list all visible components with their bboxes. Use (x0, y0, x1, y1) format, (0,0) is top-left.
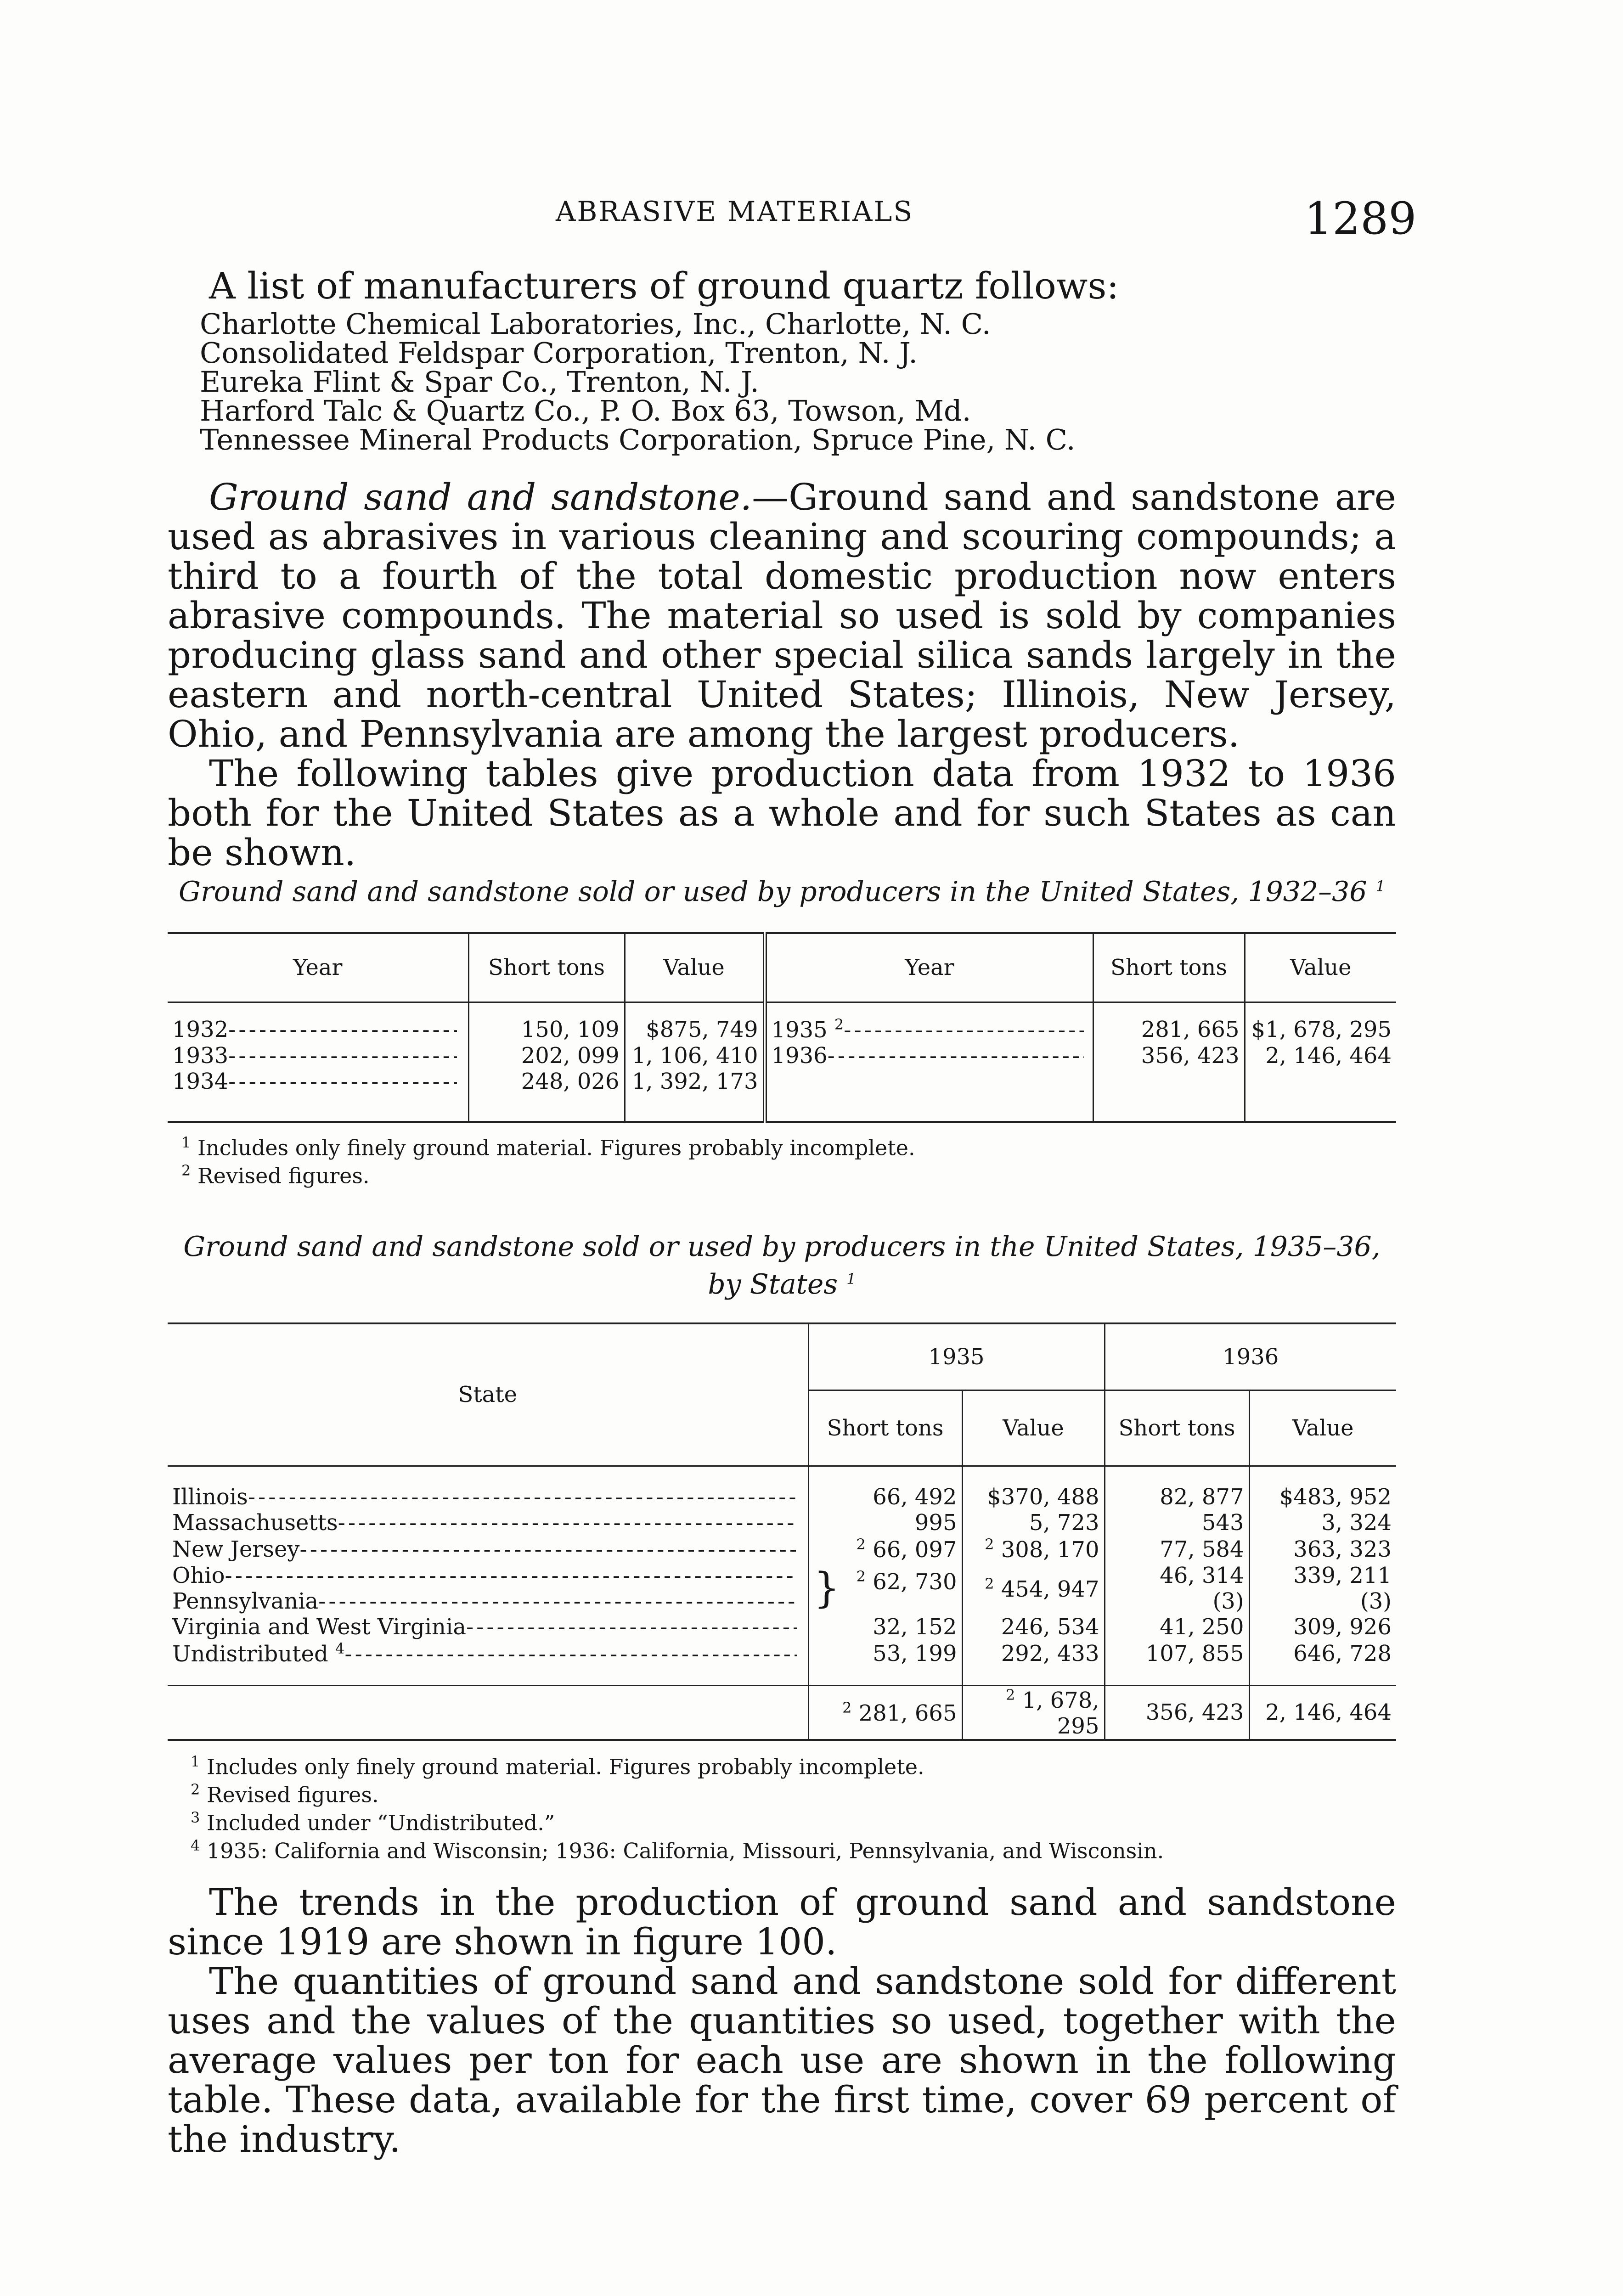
manufacturer-item: Charlotte Chemical Laboratories, Inc., Charlotte, N. C. (200, 307, 991, 341)
col-header-short-tons: Short tons (468, 933, 625, 1002)
total-short-tons-1936: 356, 423 (1105, 1685, 1249, 1740)
table1-footnotes (168, 1131, 1396, 1187)
footnote-text: Included under “Undistributed.” (206, 1810, 555, 1835)
footnote-ref: 2 (834, 1016, 844, 1033)
caption-text: Ground sand and sandstone sold or used by producers in the United States, 1935–36, (183, 1231, 1381, 1263)
col-header-value: Value (1245, 933, 1396, 1002)
footnote-text: Revised figures. (206, 1782, 379, 1807)
cell-value: 454, 947 (1001, 1576, 1099, 1602)
year-cell: 1933 (172, 1043, 229, 1069)
table-row (168, 1484, 1396, 1510)
intro-lead: A list of manufacturers of ground quartz follows: (209, 264, 1119, 307)
value-cell: $1, 678, 295 (1245, 1016, 1396, 1043)
table2-caption (168, 1231, 1396, 1300)
table2 (168, 1322, 1396, 1863)
footnote-ref: 2 (856, 1536, 866, 1553)
table-row (168, 1069, 1396, 1094)
table-row (168, 1640, 1396, 1667)
short-tons-1935-cell: 66, 492 (808, 1484, 962, 1510)
total-short-tons-1935 (808, 1685, 962, 1740)
year-cell: 1934 (172, 1069, 229, 1094)
value-1935-cell (962, 1536, 1105, 1563)
value-1935-cell (962, 1563, 1105, 1614)
table1 (168, 932, 1396, 1187)
footnote (191, 1834, 1396, 1862)
value-1935-cell: $370, 488 (962, 1484, 1105, 1510)
footnote-mark: 1 (191, 1752, 200, 1770)
footnote (191, 1806, 1396, 1834)
short-tons-1936-cell: 107, 855 (1105, 1640, 1249, 1667)
totals-row (168, 1685, 1396, 1740)
intro-section (168, 266, 1396, 454)
footnote-text: 1935: California and Wisconsin; 1936: California, Missouri, Pennsylvania, and Wisconsin. (206, 1838, 1164, 1863)
footnote-text: Includes only finely ground material. Figures probably incomplete. (206, 1754, 924, 1779)
col-header-1935: 1935 (808, 1323, 1105, 1390)
table-row (168, 1588, 1396, 1614)
footnote-ref: 2 (856, 1568, 866, 1585)
paragraph (168, 478, 1396, 754)
total-value-1935 (962, 1685, 1105, 1740)
value-1936-cell: $483, 952 (1249, 1484, 1396, 1510)
col-header-short-tons: Short tons (1105, 1390, 1249, 1466)
footnote (191, 1750, 1396, 1778)
short-tons-1936-cell: 82, 877 (1105, 1484, 1249, 1510)
total-value-1936: 2, 146, 464 (1249, 1685, 1396, 1740)
value-1936-cell: 3, 324 (1249, 1510, 1396, 1536)
state-cell: Undistributed (172, 1641, 328, 1667)
table-row (168, 1510, 1396, 1536)
value-cell: 1, 106, 410 (625, 1043, 765, 1069)
short-tons-1935-cell: 53, 199 (808, 1640, 962, 1667)
short-tons-1936-cell: 46, 314 (1105, 1563, 1249, 1588)
footnote-mark: 3 (191, 1809, 200, 1827)
col-header-year: Year (293, 955, 343, 981)
value-cell: $875, 749 (625, 1016, 765, 1043)
value-1936-cell: 339, 211 (1249, 1563, 1396, 1588)
closing-section (168, 1883, 1396, 2159)
manufacturer-item: Consolidated Feldspar Corporation, Trenton, N. J. (200, 336, 918, 370)
footnote-ref: 1 (846, 1270, 856, 1288)
short-tons-cell: 150, 109 (468, 1016, 625, 1043)
paragraph: The quantities of ground sand and sandstone sold for different uses and the values of the quantities so used, together with the average values per ton for each use are shown in the following table. These data, available for the first time, cover 69 percent of the industry. (168, 1960, 1396, 2161)
value-1936-cell: 363, 323 (1249, 1536, 1396, 1563)
footnote (181, 1159, 1396, 1187)
short-tons-1936-cell: 77, 584 (1105, 1536, 1249, 1563)
value-1935-cell: 5, 723 (962, 1510, 1105, 1536)
table2-footnotes (168, 1750, 1396, 1863)
year-cell: 1936 (771, 1043, 828, 1069)
col-header-value: Value (962, 1390, 1105, 1466)
short-tons-1936-cell: (3) (1105, 1588, 1249, 1614)
value-1936-cell: 309, 926 (1249, 1614, 1396, 1640)
footnote-ref: 2 (985, 1575, 994, 1593)
section-text: —Ground sand and sandstone are used as abrasives in various cleaning and scouring compounds; a third to a fourth of the total domestic production now enters abrasive compounds. The material so used is sold by companies producing glass sand and other special silica sands largely in the eastern and north-central United States; Illinois, New Jersey, Ohio, and Pennsylvania are among the largest producers. (168, 476, 1397, 755)
footnote-ref: 4 (335, 1640, 345, 1657)
state-cell: Pennsylvania (172, 1588, 319, 1614)
short-tons-1935-cell (808, 1536, 962, 1563)
page-number: 1289 (1304, 193, 1417, 244)
footnote-ref: 2 (985, 1536, 994, 1553)
value-1936-cell: 646, 728 (1249, 1640, 1396, 1667)
manufacturer-list (200, 307, 1396, 456)
short-tons-1935-cell: 995 (808, 1510, 962, 1536)
footnote-ref: 1 (1375, 878, 1385, 895)
short-tons-1936-cell: 41, 250 (1105, 1614, 1249, 1640)
cell-value: 62, 730 (873, 1569, 957, 1595)
short-tons-1936-cell: 543 (1105, 1510, 1249, 1536)
section-heading: Ground sand and sandstone. (209, 476, 752, 518)
table1-grid (168, 932, 1396, 1123)
footnote-text: Includes only finely ground material. Figures probably incomplete. (197, 1135, 915, 1160)
paragraph: The following tables give production data from 1932 to 1936 both for the United States as a whole and for such States as can be shown. (168, 752, 1396, 874)
caption-text: by States (708, 1268, 838, 1300)
value-1935-cell: 292, 433 (962, 1640, 1105, 1667)
footnote (191, 1778, 1396, 1806)
table-row (168, 1016, 1396, 1043)
state-cell: New Jersey (172, 1536, 300, 1562)
caption-text: Ground sand and sandstone sold or used by producers in the United States, 1932–36 (179, 876, 1367, 908)
state-cell: Massachusetts (172, 1510, 338, 1536)
footnote-ref: 2 (842, 1699, 852, 1716)
ground-sand-section (168, 478, 1396, 872)
short-tons-cell: 248, 026 (468, 1069, 625, 1094)
col-header-value: Value (1249, 1390, 1396, 1466)
value-1935-cell: 246, 534 (962, 1614, 1105, 1640)
table-row (168, 1563, 1396, 1588)
short-tons-1935-cell: 32, 152 (808, 1614, 962, 1640)
col-header-value: Value (625, 933, 765, 1002)
manufacturer-item: Tennessee Mineral Products Corporation, Spruce Pine, N. C. (200, 423, 1076, 456)
state-cell: Ohio (172, 1563, 225, 1588)
short-tons-cell: 202, 099 (468, 1043, 625, 1069)
table2-grid (168, 1322, 1396, 1741)
cell-value: 66, 097 (873, 1537, 957, 1563)
footnote-mark: 4 (191, 1837, 200, 1855)
year-cell: 1935 (771, 1017, 828, 1043)
cell-value: 281, 665 (858, 1700, 957, 1726)
value-cell: 1, 392, 173 (625, 1069, 765, 1094)
footnote-ref: 2 (1005, 1686, 1015, 1704)
value-cell: 2, 146, 464 (1245, 1043, 1396, 1069)
state-cell: Illinois (172, 1484, 248, 1510)
short-tons-cell: 356, 423 (1093, 1043, 1245, 1069)
short-tons-1935-cell (808, 1563, 962, 1614)
table-row (168, 1536, 1396, 1563)
footnote-mark: 2 (191, 1780, 200, 1798)
manufacturer-item: Harford Talc & Quartz Co., P. O. Box 63, Towson, Md. (200, 394, 971, 428)
paragraph: The trends in the production of ground sand and sandstone since 1919 are shown in figure 100. (168, 1881, 1396, 1963)
footnote (181, 1131, 1396, 1159)
footnote-mark: 1 (181, 1134, 191, 1151)
table-row (168, 1043, 1396, 1069)
table-row (168, 1614, 1396, 1640)
table1-caption (168, 870, 1396, 908)
manufacturer-item: Eureka Flint & Spar Co., Trenton, N. J. (200, 365, 759, 399)
cell-value: 308, 170 (1001, 1537, 1099, 1563)
value-1936-cell: (3) (1249, 1588, 1396, 1614)
footnote-text: Revised figures. (197, 1163, 370, 1188)
cell-value: 1, 678, 295 (1022, 1687, 1099, 1739)
running-title: ABRASIVE MATERIALS (556, 196, 914, 228)
col-header-year: Year (765, 933, 1093, 1002)
state-cell: Virginia and West Virginia (172, 1614, 466, 1640)
col-header-state: State (168, 1323, 808, 1466)
col-header-short-tons: Short tons (1093, 933, 1245, 1002)
col-header-short-tons: Short tons (808, 1390, 962, 1466)
year-cell: 1932 (172, 1016, 229, 1042)
col-header-1936: 1936 (1105, 1323, 1396, 1390)
brace: } (813, 1564, 840, 1612)
short-tons-cell: 281, 665 (1093, 1016, 1245, 1043)
footnote-mark: 2 (181, 1162, 191, 1180)
